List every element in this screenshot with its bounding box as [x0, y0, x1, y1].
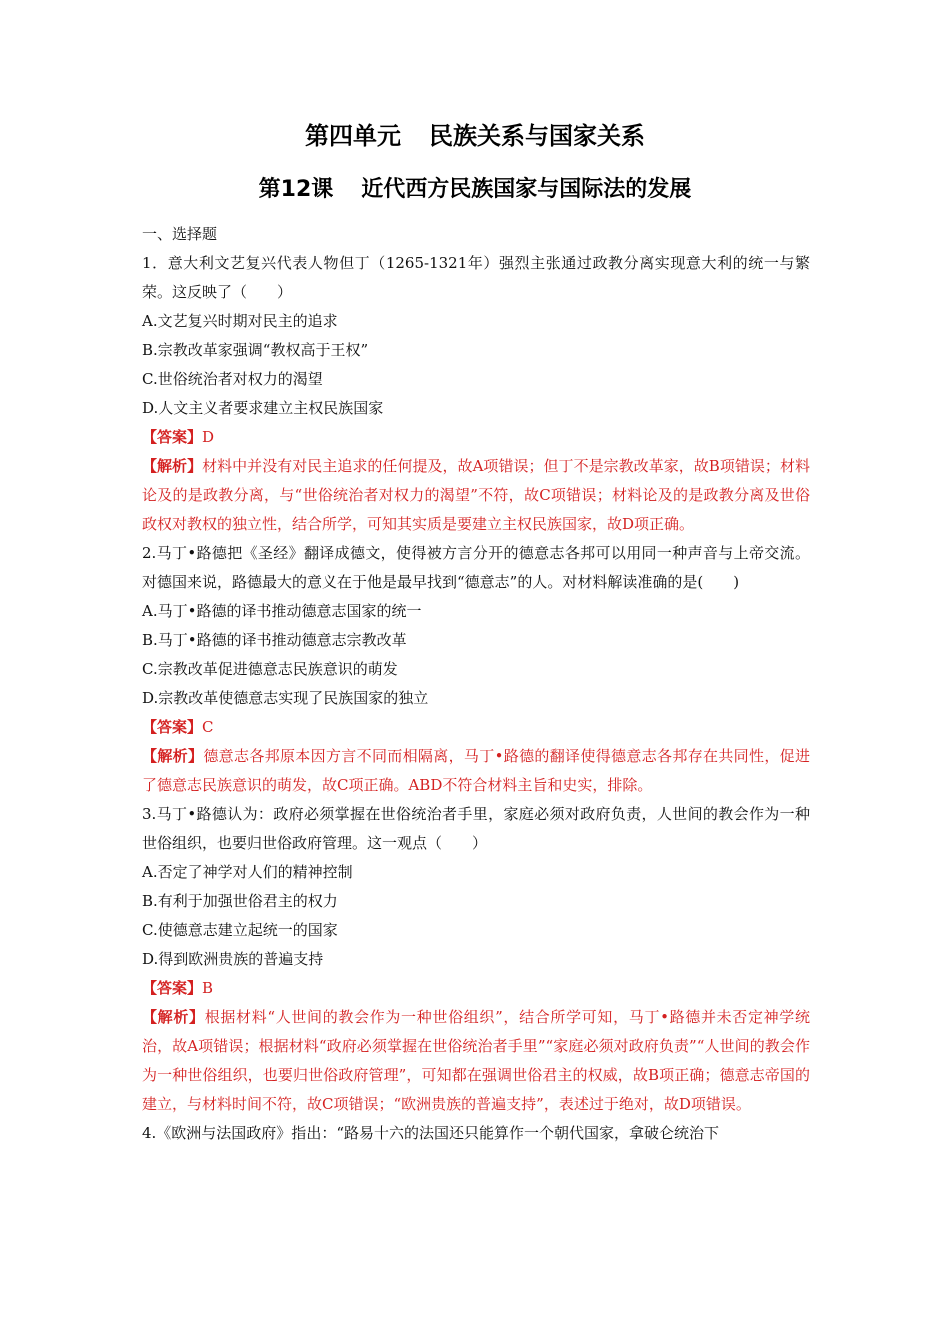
unit-title-topic: 民族关系与国家关系: [429, 122, 645, 150]
answer-line: [142, 423, 810, 452]
unit-title-number: 第四单元: [305, 122, 401, 150]
answer-value: D: [202, 428, 215, 446]
answer-line: [142, 713, 810, 742]
option-b: B.宗教改革家强调“教权高于王权”: [142, 341, 369, 359]
answer-tag: 【答案】: [142, 428, 203, 446]
option-b: B.马丁•路德的译书推动德意志宗教改革: [142, 631, 407, 649]
question-stem: 3.马丁•路德认为：政府必须掌握在世俗统治者手里，家庭必须对政府负责，人世间的教会作为一种世俗组织，也要归世俗政府管理。这一观点（ ）: [142, 805, 810, 852]
questions-body: [142, 220, 810, 1148]
option-a: A.否定了神学对人们的精神控制: [142, 863, 353, 881]
analysis-text: 德意志各邦原本因方言不同而相隔离，马丁•路德的翻译使得德意志各邦存在共同性，促进了德意志民族意识的萌发，故C项正确。ABD不符合材料主旨和史实，排除。: [142, 747, 810, 794]
analysis-tag: 【解析】: [142, 1008, 205, 1026]
answer-tag: 【答案】: [142, 979, 203, 997]
answer-value: C: [202, 718, 214, 736]
answer-tag: 【答案】: [142, 718, 203, 736]
analysis-text: 根据材料“人世间的教会作为一种世俗组织”，结合所学可知，马丁•路德并未否定神学统治，故A项错误；根据材料“政府必须掌握在世俗统治者手里”“家庭必须对政府负责”“人世间的教会作为一种世俗组织，也要归世俗政府管理”，可知都在强调世俗君主的权威，故B项正确；德意志帝国的建立，与材料时间不符，故C项错误；“欧洲贵族的普遍支持”，表述过于绝对，故D项错误。: [142, 1008, 810, 1113]
option-b: B.有利于加强世俗君主的权力: [142, 892, 338, 910]
question-stem: 2.马丁•路德把《圣经》翻译成德文，使得被方言分开的德意志各邦可以用同一种声音与上帝交流。对德国来说，路德最大的意义在于他是最早找到“德意志”的人。对材料解读准确的是( ): [142, 544, 810, 591]
option-c: C.使德意志建立起统一的国家: [142, 921, 338, 939]
analysis-block: [142, 1003, 810, 1119]
analysis-block: [142, 452, 810, 539]
option-a: A.马丁•路德的译书推动德意志国家的统一: [142, 602, 422, 620]
question-stem: 1．意大利文艺复兴代表人物但丁（1265-1321年）强烈主张通过政教分离实现意大利的统一与繁荣。这反映了（ ）: [142, 254, 810, 301]
question-4-stem: 4.《欧洲与法国政府》指出：“路易十六的法国还只能算作一个朝代国家，拿破仑统治下: [142, 1124, 719, 1142]
analysis-tag: 【解析】: [142, 747, 204, 765]
option-d: D.得到欧洲贵族的普遍支持: [142, 950, 324, 968]
answer-value: B: [202, 979, 214, 997]
lesson-title: [0, 172, 950, 203]
question-3: [142, 800, 810, 1119]
option-a: A.文艺复兴时期对民主的追求: [142, 312, 338, 330]
question-1: [142, 249, 810, 539]
unit-title: [0, 116, 950, 151]
section-label: 一、选择题: [142, 225, 218, 243]
option-d: D.人文主义者要求建立主权民族国家: [142, 399, 384, 417]
analysis-text: 材料中并没有对民主追求的任何提及，故A项错误；但丁不是宗教改革家，故B项错误；材料论及的是政教分离，与“世俗统治者对权力的渴望”不符，故C项错误；材料论及的是政教分离及世俗政权对教权的独立性，结合所学，可知其实质是要建立主权民族国家，故D项正确。: [142, 457, 810, 533]
lesson-title-number: 第12课: [258, 177, 334, 202]
answer-line: [142, 974, 810, 1003]
analysis-block: [142, 742, 810, 800]
analysis-tag: 【解析】: [142, 457, 203, 475]
question-2: [142, 539, 810, 800]
option-c: C.世俗统治者对权力的渴望: [142, 370, 323, 388]
option-c: C.宗教改革促进德意志民族意识的萌发: [142, 660, 398, 678]
option-d: D.宗教改革使德意志实现了民族国家的独立: [142, 689, 429, 707]
lesson-title-topic: 近代西方民族国家与国际法的发展: [361, 177, 692, 202]
